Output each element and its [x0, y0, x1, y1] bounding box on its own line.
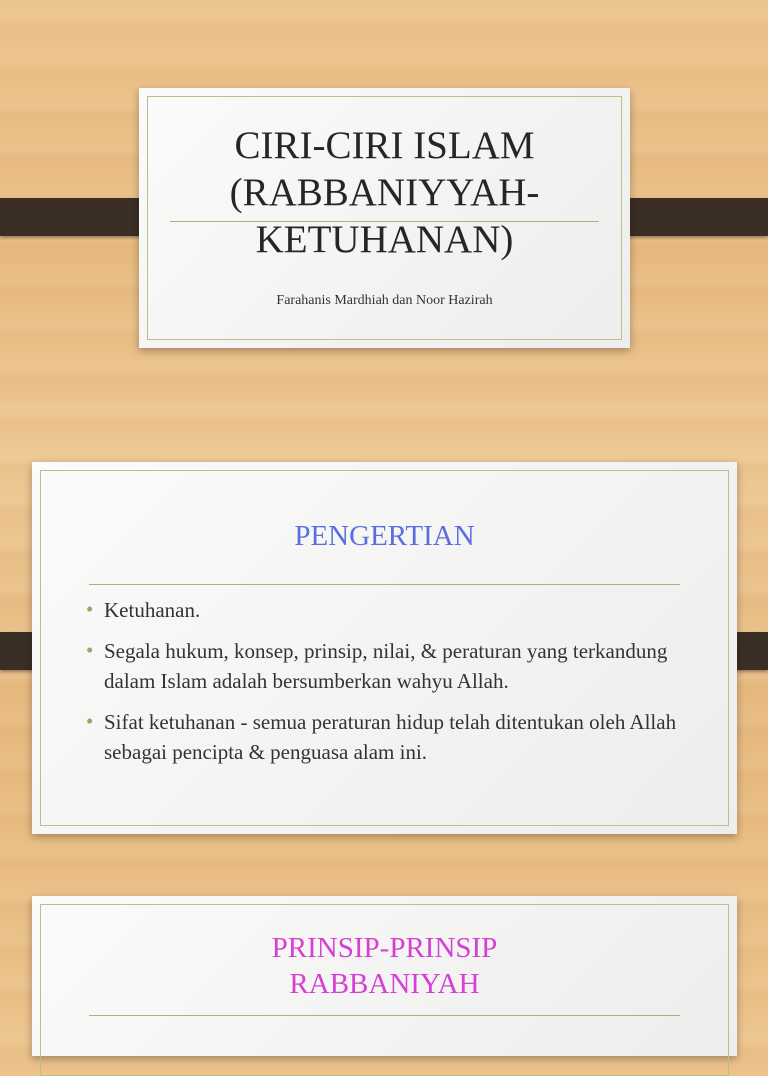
- title-line: CIRI-CIRI ISLAM: [234, 124, 535, 167]
- title-slide: [139, 88, 630, 348]
- slide-heading: PENGERTIAN: [294, 520, 475, 552]
- bullet-icon: •: [86, 597, 94, 621]
- bullet-item: [86, 636, 696, 696]
- strap-left: [0, 198, 156, 236]
- bullet-list: [86, 595, 696, 778]
- title-line: KETUHANAN): [255, 218, 514, 261]
- title-line: (RABBANIYYAH-: [229, 171, 540, 214]
- heading-rule: [89, 1015, 680, 1016]
- heading-line: PRINSIP-PRINSIP: [271, 932, 498, 964]
- slide-subtitle: Farahanis Mardhiah dan Noor Hazirah: [276, 293, 493, 308]
- bullet-item: [86, 595, 696, 625]
- bullet-icon: •: [86, 638, 94, 662]
- bullet-text: Sifat ketuhanan - semua peraturan hidup telah ditentukan oleh Allah sebagai pencipta & penguasa alam ini.: [104, 710, 677, 764]
- heading-rule: [89, 584, 680, 585]
- strap-right: [613, 198, 768, 236]
- content-slide: [32, 462, 737, 834]
- bullet-icon: •: [86, 709, 94, 733]
- section-slide: [32, 896, 737, 1056]
- bullet-item: [86, 707, 696, 767]
- bullet-text: Ketuhanan.: [104, 598, 201, 622]
- heading-line: RABBANIYAH: [289, 968, 480, 1000]
- slide-heading: [32, 930, 737, 1002]
- slide-title: [139, 122, 630, 263]
- bullet-text: Segala hukum, konsep, prinsip, nilai, & peraturan yang terkandung dalam Islam adalah bersumberkan wahyu Allah.: [104, 639, 668, 693]
